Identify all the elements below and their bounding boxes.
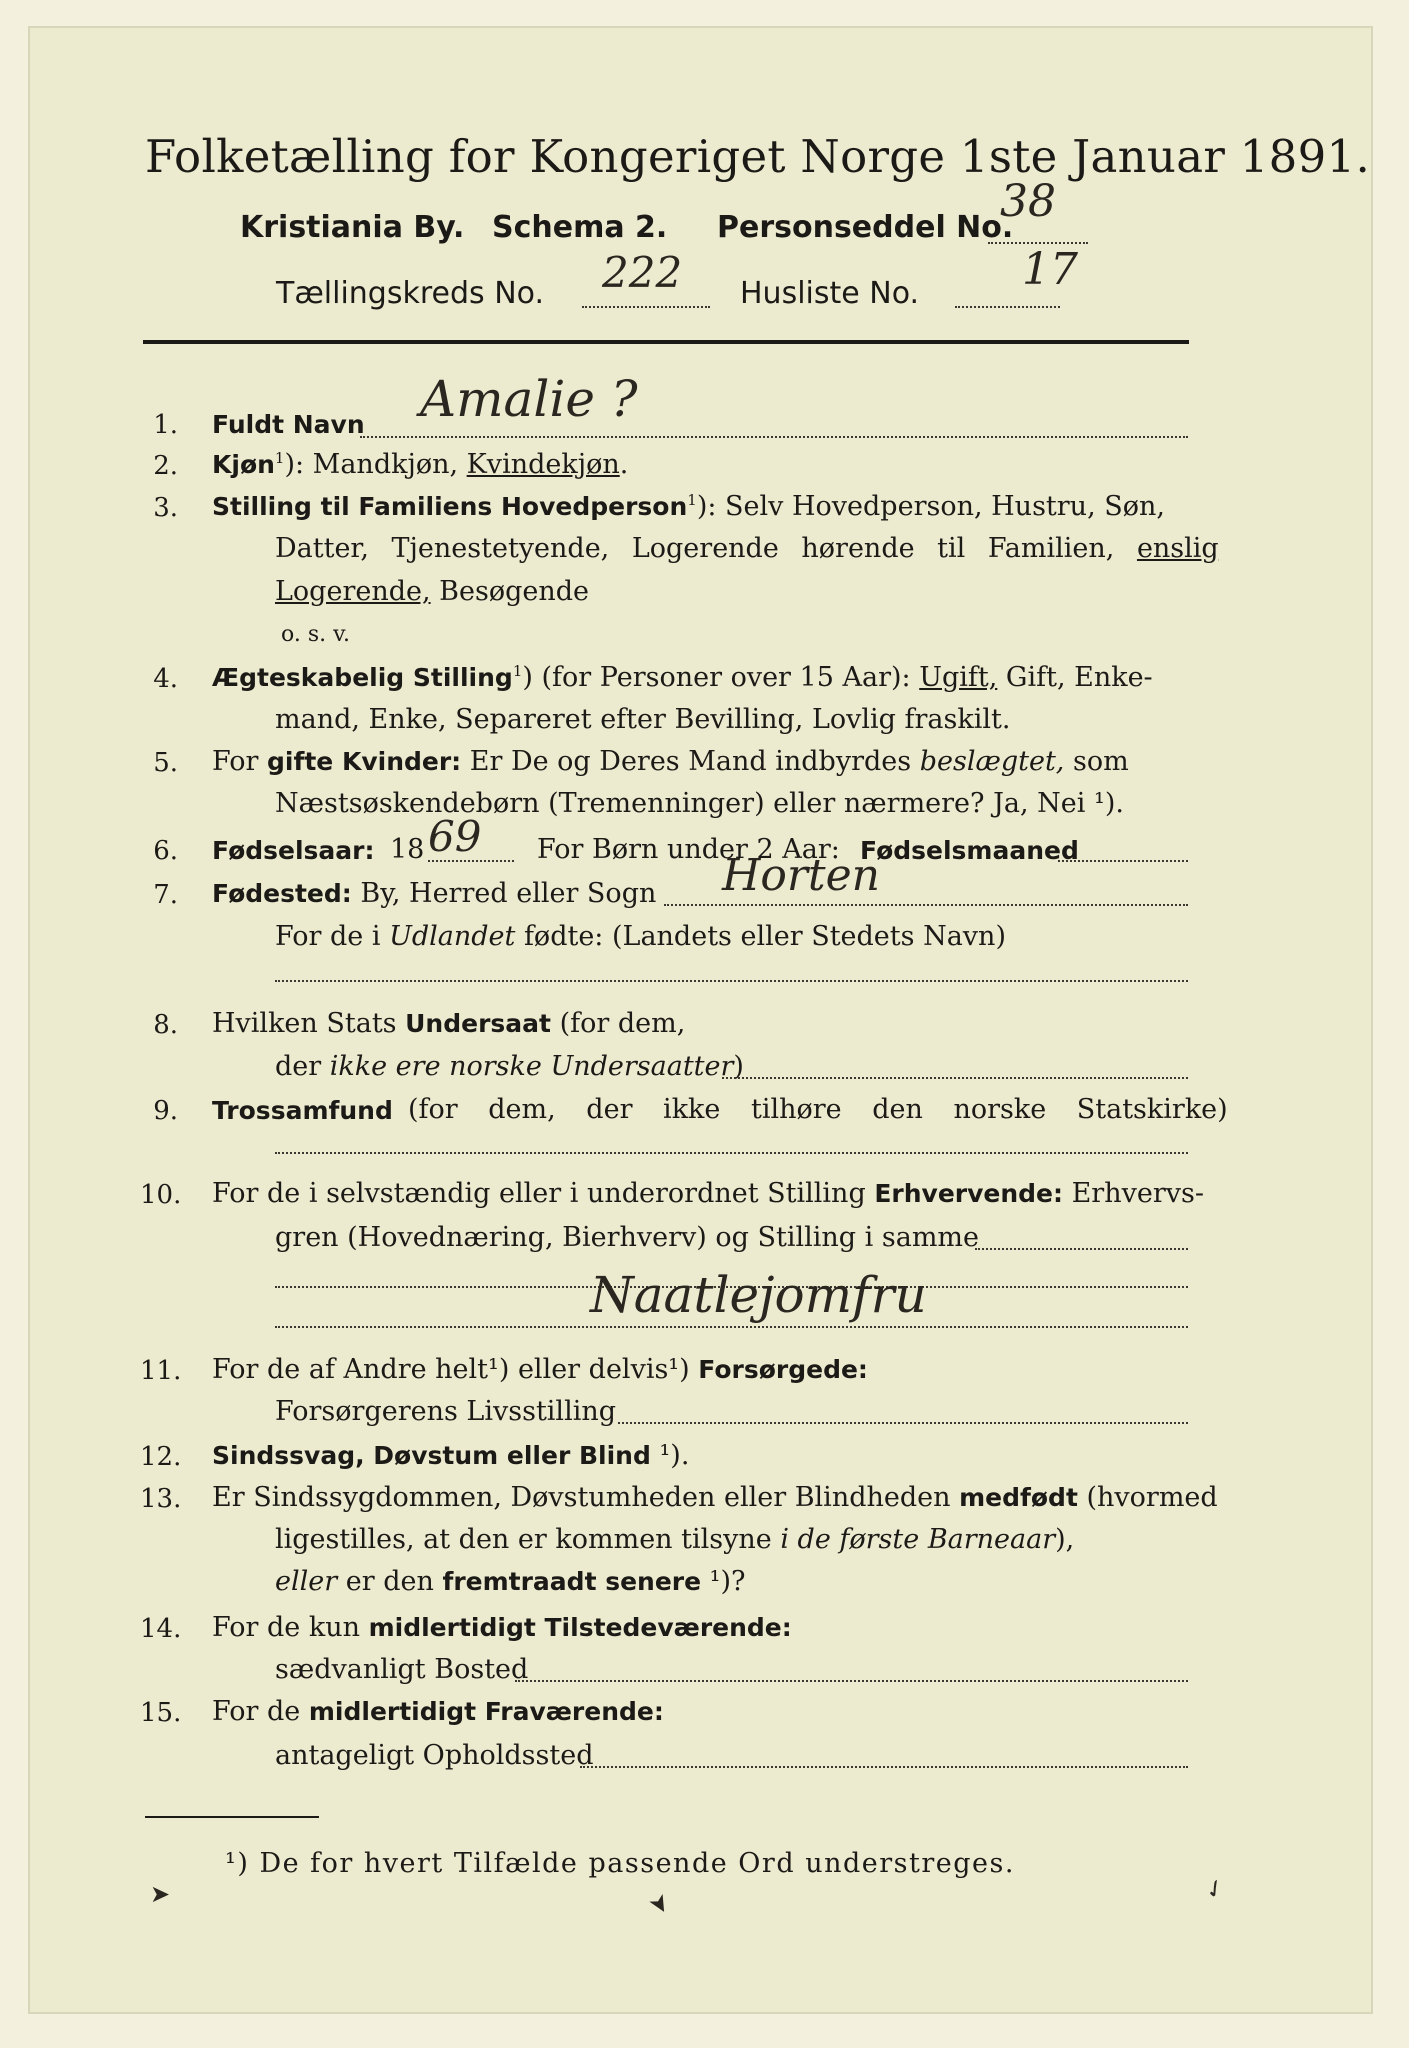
- q1-number: 1.: [153, 410, 178, 440]
- q3-option-enslig: enslig: [1136, 533, 1219, 564]
- q5-text2: Næstsøskendebørn (Tremenninger) eller nærmere? Ja, Nei ¹).: [275, 788, 1124, 819]
- q3-text2: Datter, Tjenestetyende, Logerende hørende til Familien,: [275, 533, 1115, 564]
- q14-row1: [212, 1612, 792, 1643]
- husliste-label: Husliste No.: [740, 276, 920, 311]
- q15-label: midlertidigt Fraværende:: [308, 1697, 664, 1726]
- q7-row2: [275, 921, 1006, 952]
- q15-text2: antageligt Opholdssted: [275, 1740, 594, 1771]
- q2-row: [212, 449, 628, 480]
- q6-year-line: [428, 860, 514, 862]
- q3-row1: [212, 491, 1165, 522]
- husliste-number: 17: [1022, 244, 1078, 295]
- q5-pre: For: [212, 746, 259, 777]
- q3-label: Stilling til Familiens Hovedperson: [212, 492, 688, 521]
- q15-answer-line: [580, 1766, 1188, 1768]
- q2-text-c: .: [619, 449, 629, 480]
- q13-row3: [275, 1566, 746, 1597]
- q13-label2: fremtraadt senere: [442, 1567, 702, 1596]
- footnote: ¹) De for hvert Tilfælde passende Ord understreges.: [225, 1848, 1015, 1879]
- q15-pre: For de: [212, 1696, 301, 1727]
- q10-label: Erhvervende:: [874, 1179, 1064, 1208]
- q6-number: 6.: [153, 836, 178, 866]
- tellingskreds-number: 222: [602, 248, 683, 297]
- q8-text1b: (for dem,: [550, 1008, 686, 1039]
- q8-label: Undersaat: [405, 1009, 551, 1038]
- tellingskreds-label: Tællingskreds No.: [276, 276, 544, 311]
- q9-answer-line: [275, 1152, 1188, 1154]
- q2-text-a: ): Mandkjøn,: [284, 449, 467, 480]
- q8-text2b: ): [733, 1051, 744, 1082]
- q11-number: 11.: [140, 1356, 182, 1386]
- q2-option-kvindekjon: Kvindekjøn: [466, 449, 620, 480]
- q7-text2b: fødte: (Landets eller Stedets Navn): [515, 921, 1006, 952]
- q7-text2a: For de i: [275, 921, 390, 952]
- pencil-mark-center: ➤: [642, 1888, 678, 1920]
- q11-answer-line: [618, 1422, 1188, 1424]
- q4-sup: 1: [512, 662, 523, 680]
- q7-foreign-line: [275, 980, 1188, 982]
- q7-row1: [212, 878, 656, 909]
- q7-number: 7.: [153, 880, 178, 910]
- q4-number: 4.: [153, 664, 178, 694]
- q8-text2i: ikke ere norske Undersaatter: [329, 1051, 734, 1082]
- q3-option-logerende: Logerende,: [275, 576, 431, 607]
- q10-text2: gren (Hovednæring, Bierhverv) og Stilling i samme: [275, 1222, 980, 1253]
- q11-label: Forsørgede:: [698, 1355, 868, 1384]
- q8-row2: [275, 1051, 744, 1082]
- q11-row1: [212, 1354, 868, 1385]
- q8-row1: [212, 1008, 685, 1039]
- q1-answer: Amalie ?: [420, 370, 638, 428]
- q14-label: midlertidigt Tilstedeværende:: [368, 1613, 792, 1642]
- q9-number: 9.: [153, 1096, 178, 1126]
- q10-line3: [275, 1326, 1188, 1328]
- q7-answer: Horten: [722, 850, 880, 901]
- q1-label: Fuldt Navn: [212, 410, 365, 439]
- q14-answer-line: [515, 1680, 1188, 1682]
- q3-row3: [275, 576, 589, 607]
- q13-text3a: er den: [337, 1566, 443, 1597]
- q8-answer-line: [722, 1077, 1188, 1079]
- q2-sup: 1: [274, 449, 285, 467]
- q4-label: Ægteskabelig Stilling: [212, 663, 513, 692]
- q13-row1: [212, 1482, 1218, 1513]
- q7-text2i: Udlandet: [389, 921, 516, 952]
- form-title: Folketælling for Kongeriget Norge 1ste Januar 1891.: [145, 130, 1371, 183]
- q13-text2b: ),: [1055, 1524, 1075, 1555]
- q1-answer-line: [360, 436, 1188, 438]
- footnote-rule: [145, 1816, 319, 1818]
- q13-label: medfødt: [959, 1483, 1078, 1512]
- q6-label: Fødselsaar:: [212, 836, 375, 865]
- q10-text1a: For de i selvstændig eller i underordnet Stilling: [212, 1178, 875, 1209]
- q5-text1a: Er De og Deres Mand indbyrdes: [461, 746, 920, 777]
- q2-number: 2.: [153, 451, 178, 481]
- q5-label: gifte Kvinder:: [267, 747, 462, 776]
- q4-text1a: ) (for Personer over 15 Aar):: [522, 662, 911, 693]
- q3-row2: [275, 533, 1219, 564]
- q13-number: 13.: [140, 1484, 182, 1514]
- q13-row2: [275, 1524, 1074, 1555]
- husliste-line: [955, 306, 1060, 308]
- q6-month-line: [1058, 860, 1188, 862]
- q3-text1: ): Selv Hovedperson, Hustru, Søn,: [696, 491, 1165, 522]
- q5-text1i: beslægtet,: [919, 746, 1065, 777]
- q14-number: 14.: [140, 1614, 182, 1644]
- q11-text1a: For de af Andre helt¹) eller delvis¹): [212, 1354, 699, 1385]
- header-rule: [143, 340, 1189, 344]
- q15-number: 15.: [140, 1698, 182, 1728]
- q6-text-mid: For Børn under 2 Aar:: [537, 834, 840, 865]
- q4-text2: mand, Enke, Separeret efter Bevilling, Lovlig fraskilt.: [275, 704, 1011, 735]
- q7-text1: By, Herred eller Sogn: [351, 878, 657, 909]
- q13-text3i: eller: [275, 1566, 338, 1597]
- q15-row1: [212, 1696, 664, 1727]
- pencil-mark-right: ✓: [1199, 1871, 1231, 1907]
- q10-number: 10.: [140, 1180, 182, 1210]
- city-label: Kristiania By.: [240, 210, 465, 245]
- q4-row1: [212, 662, 1153, 693]
- q8-text1a: Hvilken Stats: [212, 1008, 406, 1039]
- q12-row: [212, 1440, 689, 1471]
- personseddel-number: 38: [1000, 176, 1056, 227]
- q12-number: 12.: [140, 1442, 182, 1472]
- q8-number: 8.: [153, 1010, 178, 1040]
- q4-text1b: Gift, Enke-: [997, 662, 1153, 693]
- q3-text4: o. s. v.: [281, 622, 350, 647]
- pencil-mark-left: ➤: [150, 1880, 171, 1908]
- q6-year-answer: 69: [428, 812, 482, 861]
- q14-pre: For de kun: [212, 1612, 360, 1643]
- q7-answer-line: [664, 904, 1188, 906]
- q3-text3: Besøgende: [430, 576, 590, 607]
- q13-text2a: ligestilles, at den er kommen tilsyne: [275, 1524, 781, 1555]
- q3-number: 3.: [153, 493, 178, 523]
- q10-line1: [975, 1248, 1188, 1250]
- tellingskreds-line: [582, 306, 710, 308]
- q5-text1b: som: [1064, 746, 1129, 777]
- schema-label: Schema 2.: [492, 210, 668, 245]
- q2-label: Kjøn: [212, 450, 275, 479]
- q4-option-ugift: Ugift,: [919, 662, 998, 693]
- q6-label2: Fødselsmaaned: [860, 836, 1079, 865]
- q10-text1b: Erhvervs-: [1063, 1178, 1204, 1209]
- personseddel-label: Personseddel No.: [717, 210, 1014, 245]
- q12-label: Sindssvag, Døvstum eller Blind: [212, 1441, 651, 1470]
- q9-label: Trossamfund: [212, 1096, 393, 1125]
- q8-text2a: der: [275, 1051, 330, 1082]
- q14-text2: sædvanligt Bosted: [275, 1654, 529, 1685]
- q5-number: 5.: [153, 748, 178, 778]
- q13-text2i: i de første Barneaar: [780, 1524, 1056, 1555]
- q7-label: Fødested:: [212, 879, 352, 908]
- q13-text1b: (hvormed: [1077, 1482, 1218, 1513]
- q10-row1: [212, 1178, 1204, 1209]
- q3-sup: 1: [687, 491, 697, 509]
- q10-answer: Naatlejomfru: [590, 1266, 927, 1324]
- q13-text1a: Er Sindssygdommen, Døvstumheden eller Blindheden: [212, 1482, 960, 1513]
- q12-text: ¹).: [650, 1440, 690, 1471]
- q9-text: (for dem, der ikke tilhøre den norske Statskirke): [408, 1094, 1228, 1125]
- q11-text2: Forsørgerens Livsstilling: [275, 1396, 617, 1427]
- q6-year-prefix: 18: [390, 834, 425, 865]
- q5-row1: [212, 746, 1129, 777]
- q13-text3b: ¹)?: [701, 1566, 746, 1597]
